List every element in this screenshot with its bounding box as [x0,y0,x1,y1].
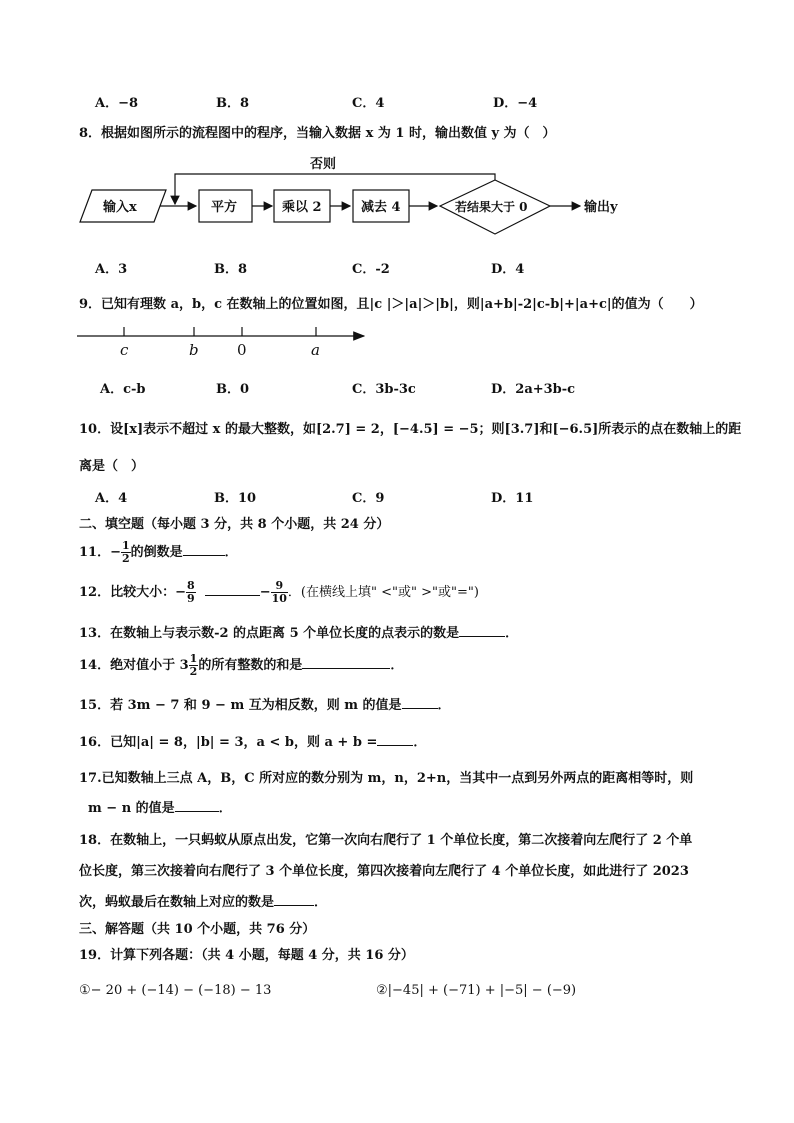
q9-stem: 9．已知有理数 a，b，c 在数轴上的位置如图，且|c |＞|a|＞|b|，则|a+b|-2|c-b|+|a+c|的值为（ ） [79,297,703,312]
flow-step3-text: 减去 4 [361,200,401,215]
q11-pre: 11．− [79,545,121,560]
q18-line2: 位长度，第三次接着向右爬行了 3 个单位长度，第四次接着向左爬行了 4 个单位长度，如此进行了 2023 [79,864,689,879]
q10-option-c: C．9 [352,491,385,506]
q13: 13．在数轴上与表示数-2 的点距离 5 个单位长度的点表示的数是 ． [79,626,519,641]
q11-fraction: $\frac{1}{2}$ [121,539,130,565]
flow-output-text: 输出y [584,200,618,215]
q12-pre: 12．比较大小：− [79,585,186,600]
q12-fraction-1: $\frac{8}{9}$ [186,579,195,605]
q9-option-c: C．3b-3c [352,382,416,397]
q18-line1: 18．在数轴上，一只蚂蚁从原点出发，它第一次向右爬行了 1 个单位长度，第二次接着向左爬行了 2 个单 [79,833,693,848]
q12: 12．比较大小：− $\frac{8}{9}$ − $\frac{9}{10}$ ．(在横线上填" <"或" >"或"=") [79,579,479,605]
flow-step1-text: 平方 [211,200,238,215]
q12-post: ．(在横线上填" <"或" >"或"=") [287,585,479,600]
q15-answer-blank[interactable] [402,696,438,709]
q19-part1: ①− 20 + (−14) − (−18) − 13 [79,983,272,998]
q14-answer-blank[interactable] [302,656,390,669]
q11: 11．− $\frac{1}{2}$ 的倒数是 ． [79,539,238,565]
q9-option-a: A．c-b [100,382,146,397]
axis-label-b: b [189,341,199,359]
flow-step2-text: 乘以 2 [282,200,322,215]
q7-option-b: B．8 [216,96,250,111]
q9-number-line [0,322,794,362]
q8-flowchart [0,150,794,240]
axis-label-a: a [311,341,320,359]
q15: 15．若 3m − 7 和 9 − m 互为相反数，则 m 的值是 ． [79,698,451,713]
q13-answer-blank[interactable] [459,624,505,637]
q9-option-d: D．2a+3b-c [491,382,576,397]
flow-loop-label: 否则 [310,157,337,172]
axis-label-0: 0 [237,341,247,359]
q14: 14．绝对值小于 3 $\frac{1}{2}$ 的所有整数的和是 ． [79,652,404,678]
q7-option-a: A．−8 [95,96,139,111]
flow-input-text: 输入x [103,200,137,215]
q18-line3: 次，蚂蚁最后在数轴上对应的数是 ． [79,895,328,910]
flow-decision-text: 若结果大于 0 [455,200,528,214]
q11-answer-blank[interactable] [183,543,225,556]
q17-answer-blank[interactable] [175,799,219,812]
q16: 16．已知|a| = 8，|b| = 3，a < b，则 a + b = ． [79,735,427,750]
q8-option-c: C．-2 [352,262,390,277]
q7-option-c: C．4 [352,96,385,111]
q19-part2: ②|−45| + (−71) + |−5| − (−9) [376,983,577,998]
section-3-heading: 三、解答题（共 10 个小题，共 76 分） [79,922,316,937]
q17-line1: 17.已知数轴上三点 A，B，C 所对应的数分别为 m，n，2+n，当其中一点到另外两点的距离相等时，则 [79,771,694,786]
q12-answer-blank[interactable] [205,583,260,596]
q10-stem: 10．设[x]表示不超过 x 的最大整数，如[2.7] = 2，[−4.5] = −5；则[3.7]和[−6.5]所表示的点在数轴上的距 [79,422,742,437]
q10-option-d: D．11 [491,491,534,506]
axis-label-c: c [120,341,129,359]
q10-option-a: A．4 [95,491,128,506]
q8-option-a: A．3 [95,262,128,277]
q10-stem2: 离是（ ） [79,459,145,474]
q18-answer-blank[interactable] [274,893,314,906]
q19-stem: 19．计算下列各题：（共 4 小题，每题 4 分，共 16 分） [79,948,414,963]
q8-stem: 8．根据如图所示的流程图中的程序，当输入数据 x 为 1 时，输出数值 y 为（ ） [79,126,556,141]
q7-option-d: D．−4 [493,96,538,111]
q11-post: 的倒数是 [130,545,183,560]
q16-answer-blank[interactable] [377,733,413,746]
q17-line2: m − n 的值是 ． [88,801,232,816]
q14-fraction: $\frac{1}{2}$ [189,652,198,678]
q9-option-b: B．0 [216,382,250,397]
q8-option-b: B．8 [214,262,248,277]
q10-option-b: B．10 [214,491,257,506]
section-2-heading: 二、填空题（每小题 3 分，共 8 个小题，共 24 分） [79,517,390,532]
q8-option-d: D．4 [491,262,525,277]
q12-fraction-2: $\frac{9}{10}$ [271,579,287,605]
